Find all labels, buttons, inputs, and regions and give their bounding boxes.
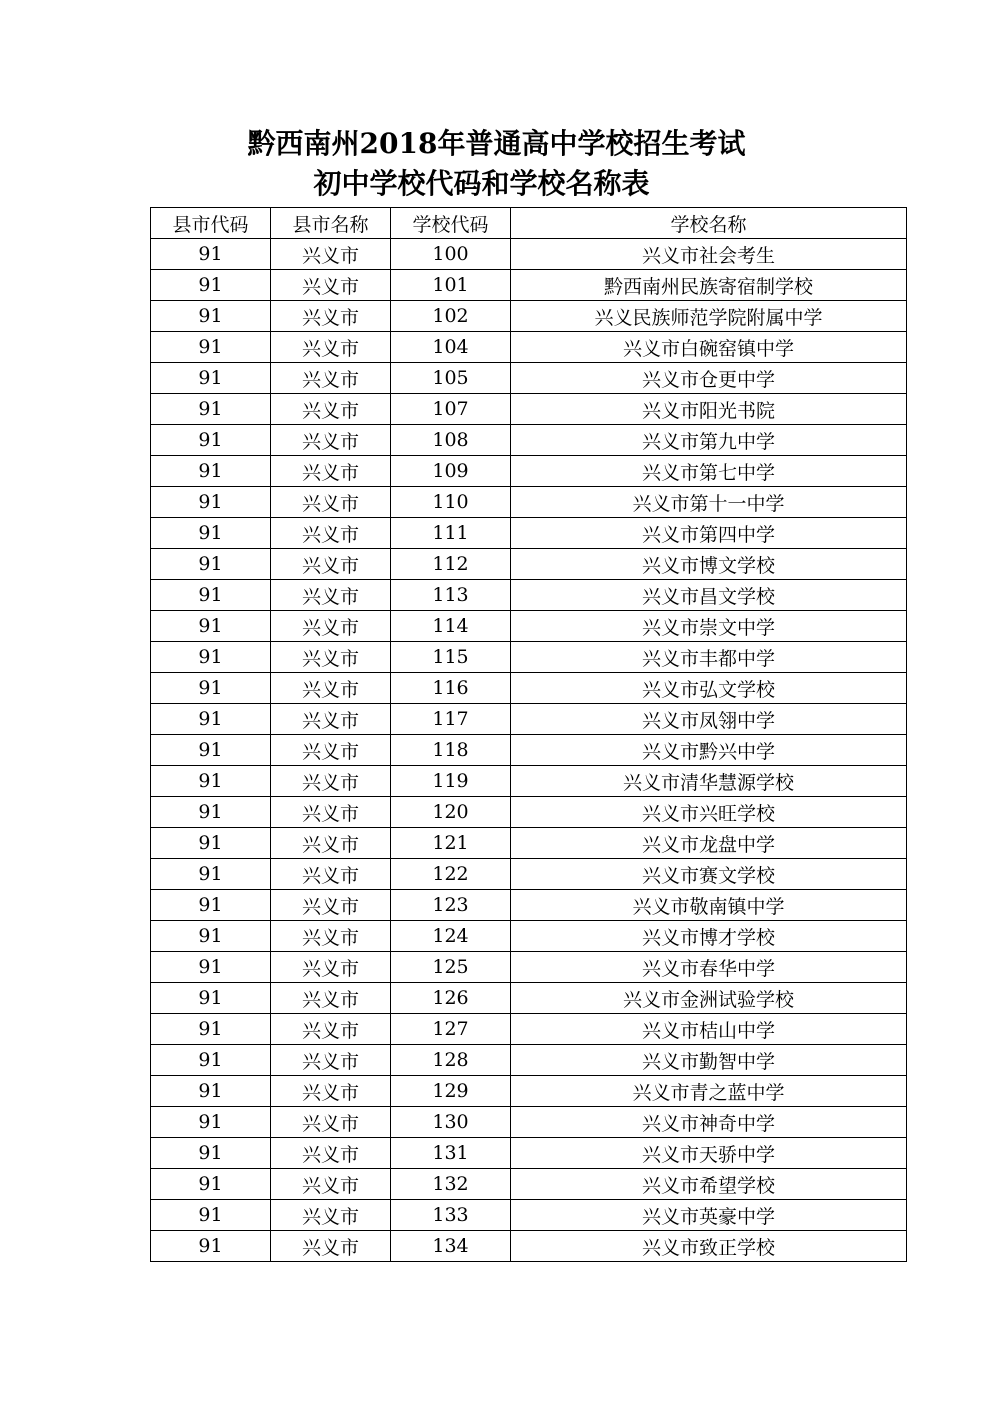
cell-school-code: 129: [391, 1076, 511, 1107]
cell-school-code: 133: [391, 1200, 511, 1231]
cell-county-name: 兴义市: [271, 549, 391, 580]
cell-county-name: 兴义市: [271, 735, 391, 766]
cell-school-code: 117: [391, 704, 511, 735]
cell-school-code: 105: [391, 363, 511, 394]
cell-school-name: 兴义市第九中学: [511, 425, 907, 456]
cell-county-name: 兴义市: [271, 1231, 391, 1262]
cell-school-name: 兴义市崇文中学: [511, 611, 907, 642]
table-row: [151, 983, 907, 1014]
cell-county-name: 兴义市: [271, 642, 391, 673]
table-row: [151, 890, 907, 921]
cell-county-name: 兴义市: [271, 580, 391, 611]
cell-school-name: 兴义市致正学校: [511, 1231, 907, 1262]
cell-school-name: 兴义市凤翎中学: [511, 704, 907, 735]
cell-county-name: 兴义市: [271, 456, 391, 487]
cell-county-code: 91: [151, 1169, 271, 1200]
cell-county-name: 兴义市: [271, 301, 391, 332]
cell-county-name: 兴义市: [271, 394, 391, 425]
cell-county-name: 兴义市: [271, 425, 391, 456]
cell-county-code: 91: [151, 1107, 271, 1138]
cell-county-name: 兴义市: [271, 332, 391, 363]
cell-county-code: 91: [151, 363, 271, 394]
table-row: [151, 425, 907, 456]
cell-county-name: 兴义市: [271, 518, 391, 549]
cell-school-name: 兴义市弘文学校: [511, 673, 907, 704]
cell-school-name: 兴义市社会考生: [511, 239, 907, 270]
cell-county-name: 兴义市: [271, 1169, 391, 1200]
header-county-name: 县市名称: [271, 208, 391, 239]
cell-county-name: 兴义市: [271, 859, 391, 890]
table-row: [151, 611, 907, 642]
school-code-table: [150, 207, 907, 1262]
title-line-1: 黔西南州2018年普通高中学校招生考试: [247, 127, 746, 160]
table-row: [151, 642, 907, 673]
table-row: [151, 301, 907, 332]
cell-county-code: 91: [151, 735, 271, 766]
cell-school-name: 兴义市赛文学校: [511, 859, 907, 890]
cell-county-name: 兴义市: [271, 270, 391, 301]
cell-county-name: 兴义市: [271, 1138, 391, 1169]
cell-county-code: 91: [151, 1200, 271, 1231]
header-school-code: 学校代码: [391, 208, 511, 239]
cell-school-code: 125: [391, 952, 511, 983]
cell-county-code: 91: [151, 270, 271, 301]
cell-school-code: 118: [391, 735, 511, 766]
cell-county-code: 91: [151, 983, 271, 1014]
cell-county-code: 91: [151, 673, 271, 704]
table-row: [151, 766, 907, 797]
cell-school-code: 108: [391, 425, 511, 456]
document-title: [0, 124, 993, 204]
cell-school-name: 兴义市白碗窑镇中学: [511, 332, 907, 363]
cell-county-name: 兴义市: [271, 239, 391, 270]
cell-school-name: 兴义民族师范学院附属中学: [511, 301, 907, 332]
cell-county-code: 91: [151, 518, 271, 549]
cell-school-name: 兴义市黔兴中学: [511, 735, 907, 766]
cell-school-name: 兴义市金洲试验学校: [511, 983, 907, 1014]
cell-school-name: 兴义市第四中学: [511, 518, 907, 549]
cell-county-code: 91: [151, 487, 271, 518]
table-body: [151, 239, 907, 1262]
cell-county-code: 91: [151, 828, 271, 859]
table-row: [151, 1076, 907, 1107]
cell-school-name: 兴义市春华中学: [511, 952, 907, 983]
cell-school-code: 128: [391, 1045, 511, 1076]
cell-county-code: 91: [151, 952, 271, 983]
cell-school-code: 131: [391, 1138, 511, 1169]
cell-county-code: 91: [151, 239, 271, 270]
cell-county-name: 兴义市: [271, 952, 391, 983]
cell-school-name: 兴义市希望学校: [511, 1169, 907, 1200]
table-row: [151, 518, 907, 549]
cell-county-code: 91: [151, 1138, 271, 1169]
cell-county-name: 兴义市: [271, 921, 391, 952]
cell-school-code: 126: [391, 983, 511, 1014]
table-row: [151, 487, 907, 518]
table-row: [151, 1107, 907, 1138]
cell-county-name: 兴义市: [271, 611, 391, 642]
cell-school-name: 兴义市兴旺学校: [511, 797, 907, 828]
cell-county-code: 91: [151, 797, 271, 828]
cell-school-code: 130: [391, 1107, 511, 1138]
cell-school-code: 121: [391, 828, 511, 859]
cell-school-name: 兴义市龙盘中学: [511, 828, 907, 859]
cell-school-code: 104: [391, 332, 511, 363]
cell-school-name: 兴义市第十一中学: [511, 487, 907, 518]
cell-county-code: 91: [151, 766, 271, 797]
cell-school-name: 兴义市敬南镇中学: [511, 890, 907, 921]
cell-school-name: 黔西南州民族寄宿制学校: [511, 270, 907, 301]
cell-county-name: 兴义市: [271, 983, 391, 1014]
cell-school-code: 111: [391, 518, 511, 549]
table-row: [151, 952, 907, 983]
cell-school-code: 134: [391, 1231, 511, 1262]
cell-school-code: 119: [391, 766, 511, 797]
cell-school-name: 兴义市清华慧源学校: [511, 766, 907, 797]
cell-school-name: 兴义市第七中学: [511, 456, 907, 487]
cell-school-code: 123: [391, 890, 511, 921]
cell-county-code: 91: [151, 394, 271, 425]
cell-county-name: 兴义市: [271, 797, 391, 828]
cell-school-code: 102: [391, 301, 511, 332]
cell-county-code: 91: [151, 921, 271, 952]
cell-county-name: 兴义市: [271, 890, 391, 921]
cell-school-name: 兴义市青之蓝中学: [511, 1076, 907, 1107]
cell-county-code: 91: [151, 425, 271, 456]
table-row: [151, 270, 907, 301]
cell-county-code: 91: [151, 456, 271, 487]
table-row: [151, 332, 907, 363]
cell-school-name: 兴义市神奇中学: [511, 1107, 907, 1138]
cell-county-name: 兴义市: [271, 1045, 391, 1076]
cell-school-code: 122: [391, 859, 511, 890]
cell-school-code: 120: [391, 797, 511, 828]
table-row: [151, 456, 907, 487]
table-row: [151, 394, 907, 425]
table-row: [151, 580, 907, 611]
cell-school-name: 兴义市仓更中学: [511, 363, 907, 394]
cell-school-code: 116: [391, 673, 511, 704]
cell-school-code: 113: [391, 580, 511, 611]
header-county-code: 县市代码: [151, 208, 271, 239]
cell-county-name: 兴义市: [271, 704, 391, 735]
cell-school-code: 132: [391, 1169, 511, 1200]
cell-county-name: 兴义市: [271, 487, 391, 518]
cell-county-name: 兴义市: [271, 1076, 391, 1107]
cell-school-name: 兴义市昌文学校: [511, 580, 907, 611]
table-row: [151, 921, 907, 952]
header-school-name: 学校名称: [511, 208, 907, 239]
cell-school-code: 107: [391, 394, 511, 425]
cell-county-code: 91: [151, 301, 271, 332]
table-row: [151, 1138, 907, 1169]
cell-county-name: 兴义市: [271, 1107, 391, 1138]
cell-school-code: 114: [391, 611, 511, 642]
cell-county-name: 兴义市: [271, 1200, 391, 1231]
cell-county-code: 91: [151, 332, 271, 363]
cell-county-code: 91: [151, 890, 271, 921]
cell-school-name: 兴义市英豪中学: [511, 1200, 907, 1231]
cell-school-code: 101: [391, 270, 511, 301]
table-row: [151, 859, 907, 890]
cell-school-code: 112: [391, 549, 511, 580]
table-row: [151, 1169, 907, 1200]
table-header-row: [151, 208, 907, 239]
cell-county-code: 91: [151, 549, 271, 580]
cell-county-name: 兴义市: [271, 673, 391, 704]
cell-county-code: 91: [151, 580, 271, 611]
cell-school-name: 兴义市博文学校: [511, 549, 907, 580]
cell-school-code: 115: [391, 642, 511, 673]
cell-county-code: 91: [151, 1014, 271, 1045]
table-row: [151, 363, 907, 394]
table-row: [151, 239, 907, 270]
table-row: [151, 673, 907, 704]
cell-school-name: 兴义市丰都中学: [511, 642, 907, 673]
table-row: [151, 828, 907, 859]
table-row: [151, 704, 907, 735]
table-row: [151, 1014, 907, 1045]
table-row: [151, 1231, 907, 1262]
cell-county-code: 91: [151, 611, 271, 642]
cell-school-name: 兴义市天骄中学: [511, 1138, 907, 1169]
table-row: [151, 549, 907, 580]
table-row: [151, 1045, 907, 1076]
cell-county-code: 91: [151, 859, 271, 890]
cell-county-name: 兴义市: [271, 1014, 391, 1045]
cell-county-code: 91: [151, 1076, 271, 1107]
cell-school-code: 100: [391, 239, 511, 270]
cell-county-code: 91: [151, 642, 271, 673]
cell-county-code: 91: [151, 1045, 271, 1076]
table-row: [151, 797, 907, 828]
cell-county-name: 兴义市: [271, 828, 391, 859]
title-line-2: 初中学校代码和学校名称表: [313, 167, 650, 200]
cell-county-name: 兴义市: [271, 363, 391, 394]
cell-county-name: 兴义市: [271, 766, 391, 797]
table-row: [151, 1200, 907, 1231]
cell-school-name: 兴义市博才学校: [511, 921, 907, 952]
cell-county-code: 91: [151, 704, 271, 735]
cell-school-code: 110: [391, 487, 511, 518]
cell-school-name: 兴义市勤智中学: [511, 1045, 907, 1076]
cell-school-name: 兴义市桔山中学: [511, 1014, 907, 1045]
cell-school-code: 109: [391, 456, 511, 487]
cell-county-code: 91: [151, 1231, 271, 1262]
table-row: [151, 735, 907, 766]
cell-school-code: 127: [391, 1014, 511, 1045]
cell-school-code: 124: [391, 921, 511, 952]
cell-school-name: 兴义市阳光书院: [511, 394, 907, 425]
